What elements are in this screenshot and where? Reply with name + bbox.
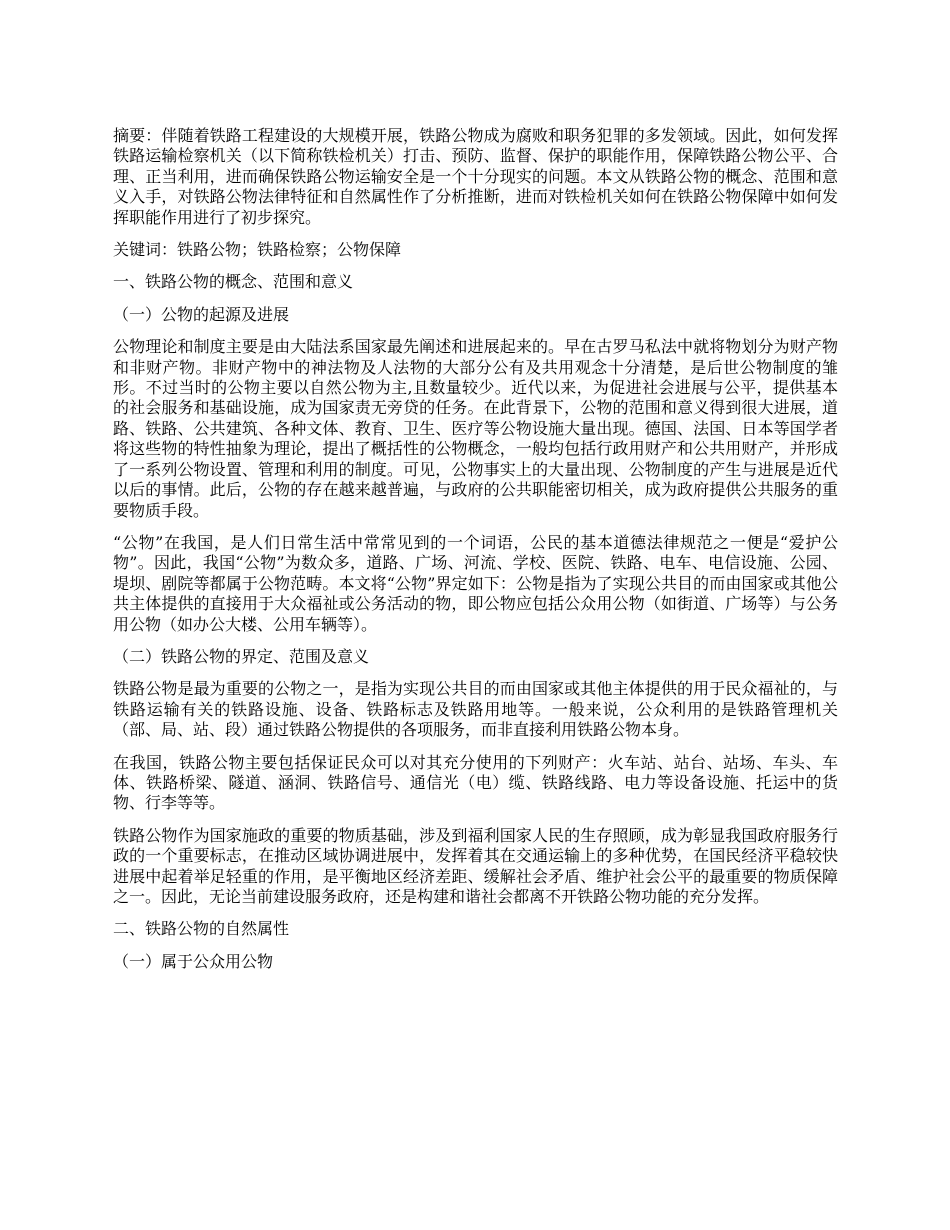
document-page [113, 126, 838, 984]
abstract-paragraph: 摘要：伴随着铁路工程建设的大规模开展，铁路公物成为腐败和职务犯罪的多发领域。因此，如何发挥铁路运输检察机关（以下简称铁检机关）打击、预防、监督、保护的职能作用，保障铁路公物公平、合理、正当利用，进而确保铁路公物运输安全是一个十分现实的问题。本文从铁路公物的概念、范围和意义入手，对铁路公物法律特征和自然属性作了分析推断，进而对铁检机关如何在铁路公物保障中如何发挥职能作用进行了初步探究。 [113, 126, 838, 227]
subsection-heading-1-1: （一）公物的起源及进展 [113, 304, 290, 324]
body-paragraph: “公物”在我国，是人们日常生活中常常见到的一个词语，公民的基本道德法律规范之一便是“爱护公物”。因此，我国“公物”为数众多，道路、广场、河流、学校、医院、铁路、电车、电信设施、公园、堤坝、剧院等都属于公物范畴。本文将“公物”界定如下：公物是指为了实现公共目的而由国家或其他公共主体提供的直接用于大众福祉或公务活动的物，即公物应包括公众用公物（如街道、广场等）与公务用公物（如办公大楼、公用车辆等）。 [113, 532, 838, 634]
keywords-line: 关键词：铁路公物；铁路检察；公物保障 [113, 240, 402, 260]
body-paragraph: 铁路公物作为国家施政的重要的物质基础，涉及到福利国家人民的生存照顾，成为彰显我国政府服务行政的一个重要标志，在推动区域协调进展中，发挥着其在交通运输上的多种优势，在国民经济平稳较快进展中起着举足轻重的作用，是平衡地区经济差距、缓解社会矛盾、维护社会公平的最重要的物质保障之一。因此，无论当前建设服务政府，还是构建和谐社会都离不开铁路公物功能的充分发挥。 [113, 825, 838, 906]
body-paragraph: 公物理论和制度主要是由大陆法系国家最先阐述和进展起来的。早在古罗马私法中就将物划分为财产物和非财产物。非财产物中的神法物及人法物的大部分公有及共用观念十分清楚，是后世公物制度的雏形。不过当时的公物主要以自然公物为主,且数量较少。近代以来，为促进社会进展与公平，提供基本的社会服务和基础设施，成为国家责无旁贷的任务。在此背景下，公物的范围和意义得到很大进展，道路、铁路、公共建筑、各种文体、教育、卫生、医疗等公物设施大量出现。德国、法国、日本等国学者将这些物的特性抽象为理论，提出了概括性的公物概念，一般均包括行政用财产和公共用财产，并形成了一系列公物设置、管理和利用的制度。可见，公物事实上的大量出现、公物制度的产生与进展是近代以后的事情。此后，公物的存在越来越普遍，与政府的公共职能密切相关，成为政府提供公共服务的重要物质手段。 [113, 337, 838, 520]
subsection-heading-2-1: （一）属于公众用公物 [113, 951, 274, 971]
section-heading-1: 一、铁路公物的概念、范围和意义 [113, 272, 354, 292]
section-heading-2: 二、铁路公物的自然属性 [113, 919, 290, 939]
subsection-heading-1-2: （二）铁路公物的界定、范围及意义 [113, 646, 370, 666]
body-paragraph: 在我国，铁路公物主要包括保证民众可以对其充分使用的下列财产：火车站、站台、站场、车头、车体、铁路桥梁、隧道、涵洞、铁路信号、通信光（电）缆、铁路线路、电力等设备设施、托运中的货物、行李等等。 [113, 752, 838, 813]
body-paragraph: 铁路公物是最为重要的公物之一，是指为实现公共目的而由国家或其他主体提供的用于民众福祉的，与铁路运输有关的铁路设施、设备、铁路标志及铁路用地等。一般来说，公众利用的是铁路管理机关（部、局、站、段）通过铁路公物提供的各项服务，而非直接利用铁路公物本身。 [113, 679, 838, 740]
